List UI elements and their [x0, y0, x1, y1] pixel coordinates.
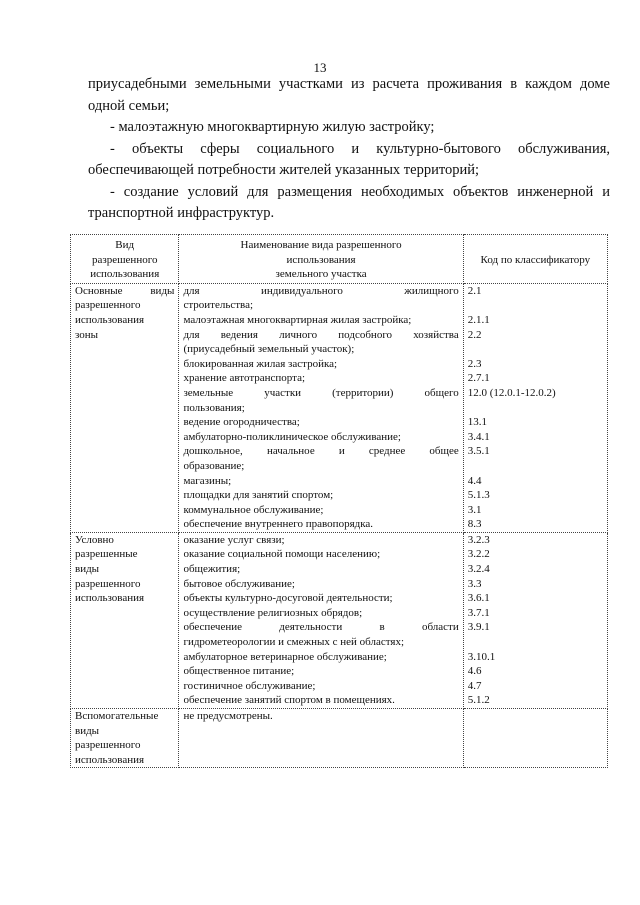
use-name: строительства; — [183, 299, 254, 312]
use-name: магазины; — [183, 474, 232, 487]
category-line: Условно — [75, 533, 114, 546]
use-name: гидрометеорологии и смежных с ней областях; — [183, 636, 405, 649]
category-line: разрешенного — [75, 299, 141, 312]
use-name: не предусмотрены. — [183, 710, 273, 722]
codes-main — [463, 283, 607, 532]
header-use-name — [179, 235, 463, 284]
classifier-code: 2.1.1 — [467, 313, 490, 326]
header-use-name-line: использования — [286, 253, 356, 266]
use-name: (приусадебный земельный участок); — [183, 343, 355, 356]
category-line: Вспомогательные — [75, 710, 159, 722]
classifier-code: 12.0 (12.0.1-12.0.2) — [467, 386, 556, 399]
intro-paragraph-2: - малоэтажную многоквартирную жилую застройку; — [110, 119, 435, 135]
classifier-code: 3.2.4 — [467, 563, 490, 576]
classifier-code: 2.1 — [467, 284, 482, 297]
use-name: общественное питание; — [183, 665, 295, 678]
use-name: оказание социальной помощи населению; — [183, 548, 381, 561]
use-name: для индивидуального жилищного — [183, 284, 459, 297]
use-name: площадки для занятий спортом; — [183, 489, 334, 502]
use-name: пользования; — [183, 401, 245, 414]
header-use-type-line: разрешенного — [91, 253, 158, 266]
permitted-use-table — [70, 234, 608, 768]
classifier-code: 3.7.1 — [467, 606, 490, 619]
use-name: обеспечение деятельности в области — [183, 621, 459, 634]
classifier-code: 3.5.1 — [467, 445, 490, 458]
classifier-code: 4.6 — [467, 665, 482, 678]
table-section-auxiliary — [71, 709, 608, 768]
codes-conditional — [463, 532, 607, 708]
use-name: дошкольное, начальное и среднее общее — [183, 445, 459, 458]
use-name: коммунальное обслуживание; — [183, 503, 324, 516]
classifier-code: 3.3 — [467, 577, 482, 590]
header-use-name-line: земельного участка — [275, 268, 367, 281]
category-main — [71, 283, 179, 532]
intro-paragraph-3-line-1: - объекты сферы социального и культурно-бытового обслуживания, — [110, 140, 610, 157]
use-names-auxiliary — [179, 709, 463, 768]
use-name: оказание услуг связи; — [183, 533, 285, 546]
classifier-code: 3.2.3 — [467, 533, 490, 546]
category-line: использования — [75, 592, 145, 605]
header-use-type-line: использования — [90, 268, 160, 281]
intro-paragraph-3-line-2: обеспечивающей потребности жителей указанных территорий; — [88, 162, 480, 178]
code-spacer — [468, 635, 603, 650]
header-use-type — [71, 235, 179, 284]
intro-paragraph-1-line-2: одной семьи; — [88, 97, 170, 114]
use-name: хранение автотранспорта; — [183, 372, 306, 385]
codes-auxiliary — [463, 709, 607, 768]
use-name: гостиничное обслуживание; — [183, 679, 316, 692]
use-name: земельные участки (территории) общего — [183, 386, 459, 399]
classifier-code: 5.1.2 — [467, 694, 490, 707]
classifier-code: 3.6.1 — [467, 592, 490, 605]
classifier-code: 3.2.2 — [467, 548, 490, 561]
category-line: зоны — [75, 328, 99, 341]
use-name: общежития; — [183, 563, 241, 576]
header-use-type-line: Вид — [115, 239, 135, 251]
use-name: обеспечение внутреннего правопорядка. — [183, 518, 374, 531]
category-line: разрешенного — [75, 739, 141, 752]
category-line: использования — [75, 753, 145, 766]
classifier-code: 8.3 — [467, 518, 482, 531]
classifier-code: 2.2 — [467, 328, 482, 341]
table-section-conditional — [71, 532, 608, 708]
code-spacer — [468, 342, 603, 357]
use-name: блокированная жилая застройка; — [183, 357, 338, 370]
classifier-code: 3.9.1 — [467, 621, 490, 634]
header-use-name-line: Наименование вида разрешенного — [240, 239, 402, 251]
classifier-code: 3.1 — [467, 503, 482, 516]
intro-paragraph-1-line-1: приусадебными земельными участками из расчета проживания в каждом доме — [88, 76, 610, 92]
classifier-code: 2.3 — [467, 357, 482, 370]
category-auxiliary — [71, 709, 179, 768]
intro-paragraph-4-line-1: - создание условий для размещения необходимых объектов инженерной и — [110, 183, 610, 200]
use-name: бытовое обслуживание; — [183, 577, 295, 590]
classifier-code: 3.4.1 — [467, 430, 490, 443]
table-section-main — [71, 283, 608, 532]
category-line: виды — [75, 563, 100, 576]
use-name: амбулаторное ветеринарное обслуживание; — [183, 650, 387, 663]
code-spacer — [468, 459, 603, 474]
use-name: для ведения личного подсобного хозяйства — [183, 328, 459, 341]
classifier-code: 2.7.1 — [467, 372, 490, 385]
code-spacer — [468, 401, 603, 416]
category-line: виды — [75, 724, 100, 737]
classifier-code: 4.4 — [467, 474, 482, 487]
page-number: 13 — [313, 60, 327, 75]
use-name: ведение огородничества; — [183, 416, 300, 429]
category-conditional — [71, 532, 179, 708]
category-line: использования — [75, 313, 145, 326]
table-header-row — [71, 235, 608, 284]
use-name: объекты культурно-досуговой деятельности; — [183, 592, 393, 605]
category-line: разрешенные — [75, 548, 138, 561]
intro-paragraph-4-line-2: транспортной инфраструктур. — [88, 205, 275, 221]
use-names-main — [179, 283, 463, 532]
category-line: разрешенного — [75, 577, 141, 590]
classifier-code: 13.1 — [467, 416, 487, 429]
use-names-conditional — [179, 532, 463, 708]
classifier-code: 4.7 — [467, 679, 482, 692]
use-name: осуществление религиозных обрядов; — [183, 606, 363, 619]
use-name: амбулаторно-поликлиническое обслуживание; — [183, 430, 401, 443]
category-line: Основные виды — [75, 284, 175, 297]
classifier-code: 3.10.1 — [467, 650, 496, 663]
use-name: малоэтажная многоквартирная жилая застройка; — [183, 313, 412, 326]
use-name: образование; — [183, 459, 245, 472]
code-spacer — [468, 298, 603, 313]
use-name: обеспечение занятий спортом в помещениях. — [183, 694, 395, 707]
classifier-code: 5.1.3 — [467, 489, 490, 502]
intro-text — [88, 74, 610, 225]
header-code: Код по классификатору — [463, 235, 607, 284]
